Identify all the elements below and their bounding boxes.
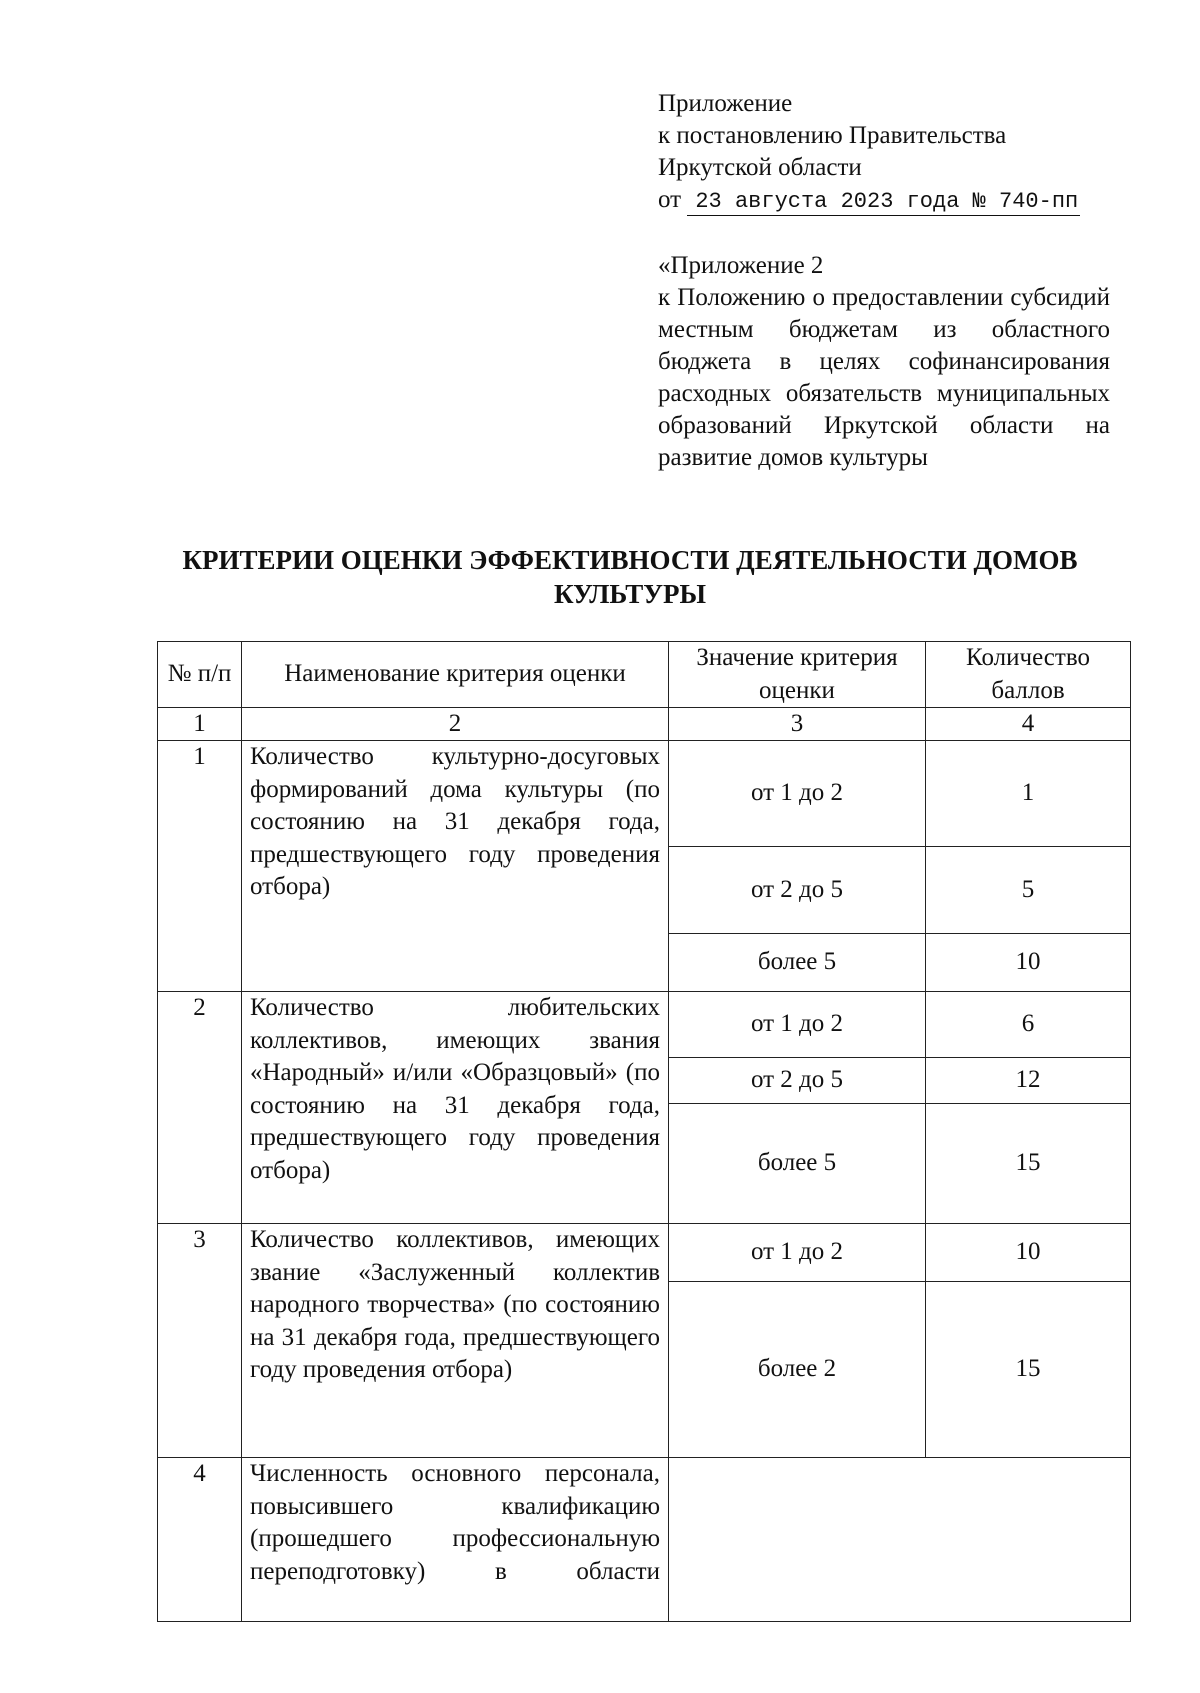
criterion-name: Количество любительских коллективов, имеющих звания «Народный» и/или «Образцовый» (по состоянию на 31 декабря года, предшествующего году проведения отбора): [242, 992, 669, 1224]
column-number: 2: [242, 708, 669, 741]
criterion-name: Количество культурно-досуговых формирований дома культуры (по состоянию на 31 декабря года, предшествующего году проведения отбора): [242, 741, 669, 992]
criterion-value: от 1 до 2: [669, 1224, 926, 1282]
header-line: к постановлению Правительства: [658, 122, 1007, 149]
criterion-value: от 1 до 2: [669, 992, 926, 1058]
column-header-value: Значение критерия оценки: [669, 642, 926, 708]
row-number: 2: [158, 992, 242, 1224]
column-header-points: Количество баллов: [926, 642, 1131, 708]
table-row: [158, 1458, 1131, 1622]
column-header-number: № п/п: [158, 642, 242, 708]
criterion-points: 6: [926, 992, 1131, 1058]
criterion-value: более 2: [669, 1282, 926, 1458]
table-header-row: [158, 642, 1131, 708]
criterion-points: 5: [926, 847, 1131, 934]
title-line-2: КУЛЬТУРЫ: [553, 579, 707, 609]
criterion-value: более 5: [669, 934, 926, 992]
criterion-value: от 1 до 2: [669, 741, 926, 847]
column-number: 4: [926, 708, 1131, 741]
document-title: [150, 543, 1110, 611]
table-row: [158, 1224, 1131, 1282]
criterion-value: от 2 до 5: [669, 1058, 926, 1104]
criterion-value: от 2 до 5: [669, 847, 926, 934]
criterion-points: 15: [926, 1104, 1131, 1224]
title-line-1: КРИТЕРИИ ОЦЕНКИ ЭФФЕКТИВНОСТИ ДЕЯТЕЛЬНОСТИ ДОМОВ: [182, 545, 1078, 575]
criterion-name: Количество коллективов, имеющих звание «Заслуженный коллектив народного творчества» (по состоянию на 31 декабря года, предшествующего году проведения отбора): [242, 1224, 669, 1458]
table-row: [158, 741, 1131, 847]
criterion-points: 1: [926, 741, 1131, 847]
criterion-points: 12: [926, 1058, 1131, 1104]
table-row: [158, 992, 1131, 1058]
column-number-row: [158, 708, 1131, 741]
column-header-name: Наименование критерия оценки: [242, 642, 669, 708]
row-number: 4: [158, 1458, 242, 1622]
criterion-name: Численность основного персонала, повысившего квалификацию (прошедшего профессиональную переподготовку) в области: [242, 1458, 669, 1622]
criterion-points: 10: [926, 934, 1131, 992]
criteria-table: [157, 641, 1131, 1622]
row-number: 3: [158, 1224, 242, 1458]
annex-line: «Приложение 2: [658, 252, 824, 279]
header-line: Иркутской области: [658, 154, 862, 181]
criterion-points: 10: [926, 1224, 1131, 1282]
row-number: 1: [158, 741, 242, 992]
resolution-date: 23 августа 2023 года № 740-пп: [687, 189, 1080, 216]
approval-header: [658, 88, 1110, 216]
criterion-value: более 5: [669, 1104, 926, 1224]
column-number: 1: [158, 708, 242, 741]
column-number: 3: [669, 708, 926, 741]
header-date-line: [658, 184, 1110, 216]
annex-description: к Положению о предоставлении субсидий местным бюджетам из областного бюджета в целях софинансирования расходных обязательств муниципальных образований Иркутской области на развитие домов культуры: [658, 284, 1110, 471]
criterion-points: 15: [926, 1282, 1131, 1458]
annex-header: [658, 250, 1110, 474]
date-prefix: от: [658, 186, 682, 213]
empty-cell: [669, 1458, 1131, 1622]
header-line: Приложение: [658, 90, 793, 117]
